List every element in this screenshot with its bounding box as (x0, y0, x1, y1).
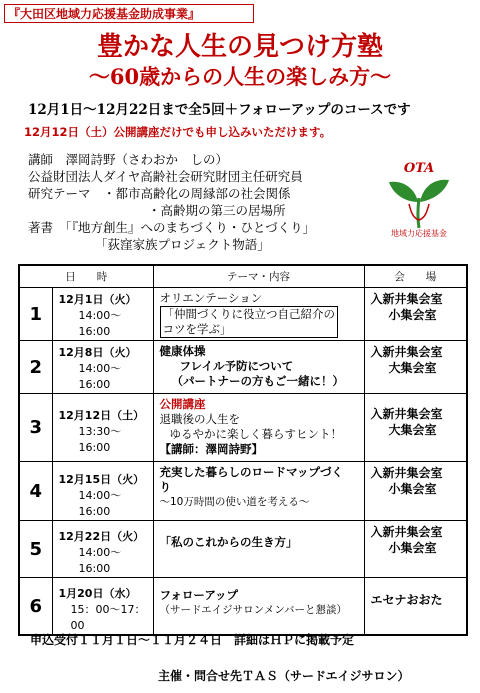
header-venue: 会 場 (364, 265, 467, 288)
session-venue (364, 462, 467, 521)
lecturer-affiliation: 公益財団法人ダイヤ高齢社会研究財団主任研究員 (28, 169, 303, 184)
table-row (19, 288, 467, 341)
session-content (153, 394, 364, 462)
content-line: （サードエイジサロンメンバーと懇談） (159, 604, 348, 616)
venue-name: 入新井集会室 (370, 345, 443, 359)
session-number: 6 (19, 578, 52, 636)
venue-room: 小集会室 (388, 482, 437, 496)
venue-room: 小集会室 (388, 541, 437, 555)
table-row (19, 462, 467, 521)
research-theme-1: 研究テーマ ・都市高齢化の周縁部の社会関係 (28, 186, 291, 201)
venue-name: エセナおおた (370, 593, 443, 607)
session-time: 14:00～16:00 (78, 362, 122, 391)
session-date-text: 12月1日（火） (58, 293, 137, 306)
content-line: 「私のこれからの生き方」 (159, 535, 298, 549)
table-header-row (19, 265, 467, 288)
content-line: 退職後の人生を (159, 412, 240, 426)
session-content (153, 288, 364, 341)
open-lecture-notice: 12月12日（土）公開講座だけでも申し込みいただけます。 (24, 125, 332, 139)
session-number: 1 (19, 288, 52, 341)
session-venue (364, 578, 467, 636)
session-date (52, 578, 153, 636)
venue-name: 入新井集会室 (370, 525, 443, 539)
session-content (153, 341, 364, 394)
course-period: 12月1日～12月22日まで全5回＋フォローアップのコースです (28, 102, 411, 118)
content-line: り (159, 480, 171, 494)
session-content (153, 462, 364, 521)
book-1: 著書 「『地方創生』へのまちづくり・ひとづくり」 (28, 220, 316, 235)
organizer-contact: 主催・問合せ先ＴＡＳ（サードエイジサロン） (158, 669, 410, 683)
session-time: 14:00～16:00 (78, 309, 122, 338)
content-line: フレイル予防について (179, 359, 294, 373)
logo-text-bottom: 地域力応援基金 (391, 229, 447, 238)
header-datetime: 日 時 (19, 265, 153, 288)
session-time: 15：00～17：00 (70, 603, 146, 632)
session-date-text: 12月15日（火） (58, 473, 145, 486)
session-venue (364, 288, 467, 341)
content-line: 充実した暮らしのロードマップづく (159, 465, 344, 479)
venue-name: 入新井集会室 (370, 466, 443, 480)
table-row (19, 394, 467, 462)
content-line: ～10万時間の使い道を考える～ (159, 496, 310, 508)
table-row (19, 578, 467, 636)
session-number: 4 (19, 462, 52, 521)
session-date-text: 1月20日（水） (58, 587, 137, 600)
session-time: 14:00～16:00 (78, 489, 122, 518)
content-line: 「仲間づくりに役立つ自己紹介の (162, 307, 335, 321)
session-date (52, 462, 153, 521)
session-number: 5 (19, 521, 52, 578)
session-date-text: 12月8日（火） (58, 346, 137, 359)
book-2: 「荻窪家族プロジェクト物語」 (95, 237, 270, 252)
session-date (52, 521, 153, 578)
content-line: コツを学ぶ」 (162, 322, 232, 336)
venue-name: 入新井集会室 (370, 292, 443, 306)
schedule-table (18, 264, 468, 636)
session-date (52, 288, 153, 341)
lecturer-name: 講師 澤岡詩野（さわおか しの） (28, 152, 229, 167)
page-title: 豊かな人生の見つけ方塾 (96, 32, 383, 62)
session-content (153, 578, 364, 636)
session-content (153, 521, 364, 578)
venue-name: 入新井集会室 (370, 407, 443, 421)
table-row (19, 341, 467, 394)
session-date-text: 12月22日（火） (58, 530, 145, 543)
venue-room: 大集会室 (388, 361, 437, 375)
ota-fund-logo (383, 158, 455, 240)
logo-text-top: OTA (403, 161, 435, 176)
content-line: 【講師：澤岡詩野】 (159, 442, 263, 456)
content-line: （パートナーの方もご一緒に！） (171, 374, 344, 388)
venue-room: 小集会室 (388, 308, 437, 322)
content-boxed (160, 306, 339, 338)
session-time: 14:00～16:00 (78, 546, 122, 575)
session-venue (364, 394, 467, 462)
session-date (52, 394, 153, 462)
session-venue (364, 521, 467, 578)
content-line: 公開講座 (159, 397, 206, 411)
content-line: 健康体操 (159, 344, 206, 358)
session-venue (364, 341, 467, 394)
sprout-logo-icon (383, 158, 455, 240)
header-theme: テーマ・内容 (153, 265, 364, 288)
venue-room: 大集会室 (388, 423, 437, 437)
page-subtitle: ～60歳からの人生の楽しみ方～ (88, 64, 392, 89)
program-banner: 『大田区地域力応援基金助成事業』 (4, 4, 254, 23)
table-row (19, 521, 467, 578)
session-number: 3 (19, 394, 52, 462)
session-number: 2 (19, 341, 52, 394)
session-time: 13:30～16:00 (78, 425, 122, 454)
session-date (52, 341, 153, 394)
research-theme-2: ・高齢期の第三の居場所 (148, 203, 286, 218)
session-date-text: 12月12日（土） (58, 409, 145, 422)
content-line: ゆるやかに楽しく暮らすヒント！ (169, 427, 342, 441)
content-line: オリエンテーション (159, 291, 263, 305)
content-line: フォローアップ (159, 588, 239, 602)
application-period: 申込受付１１月１日～１１月２４日 詳細はＨＰに掲載予定 (30, 633, 355, 647)
